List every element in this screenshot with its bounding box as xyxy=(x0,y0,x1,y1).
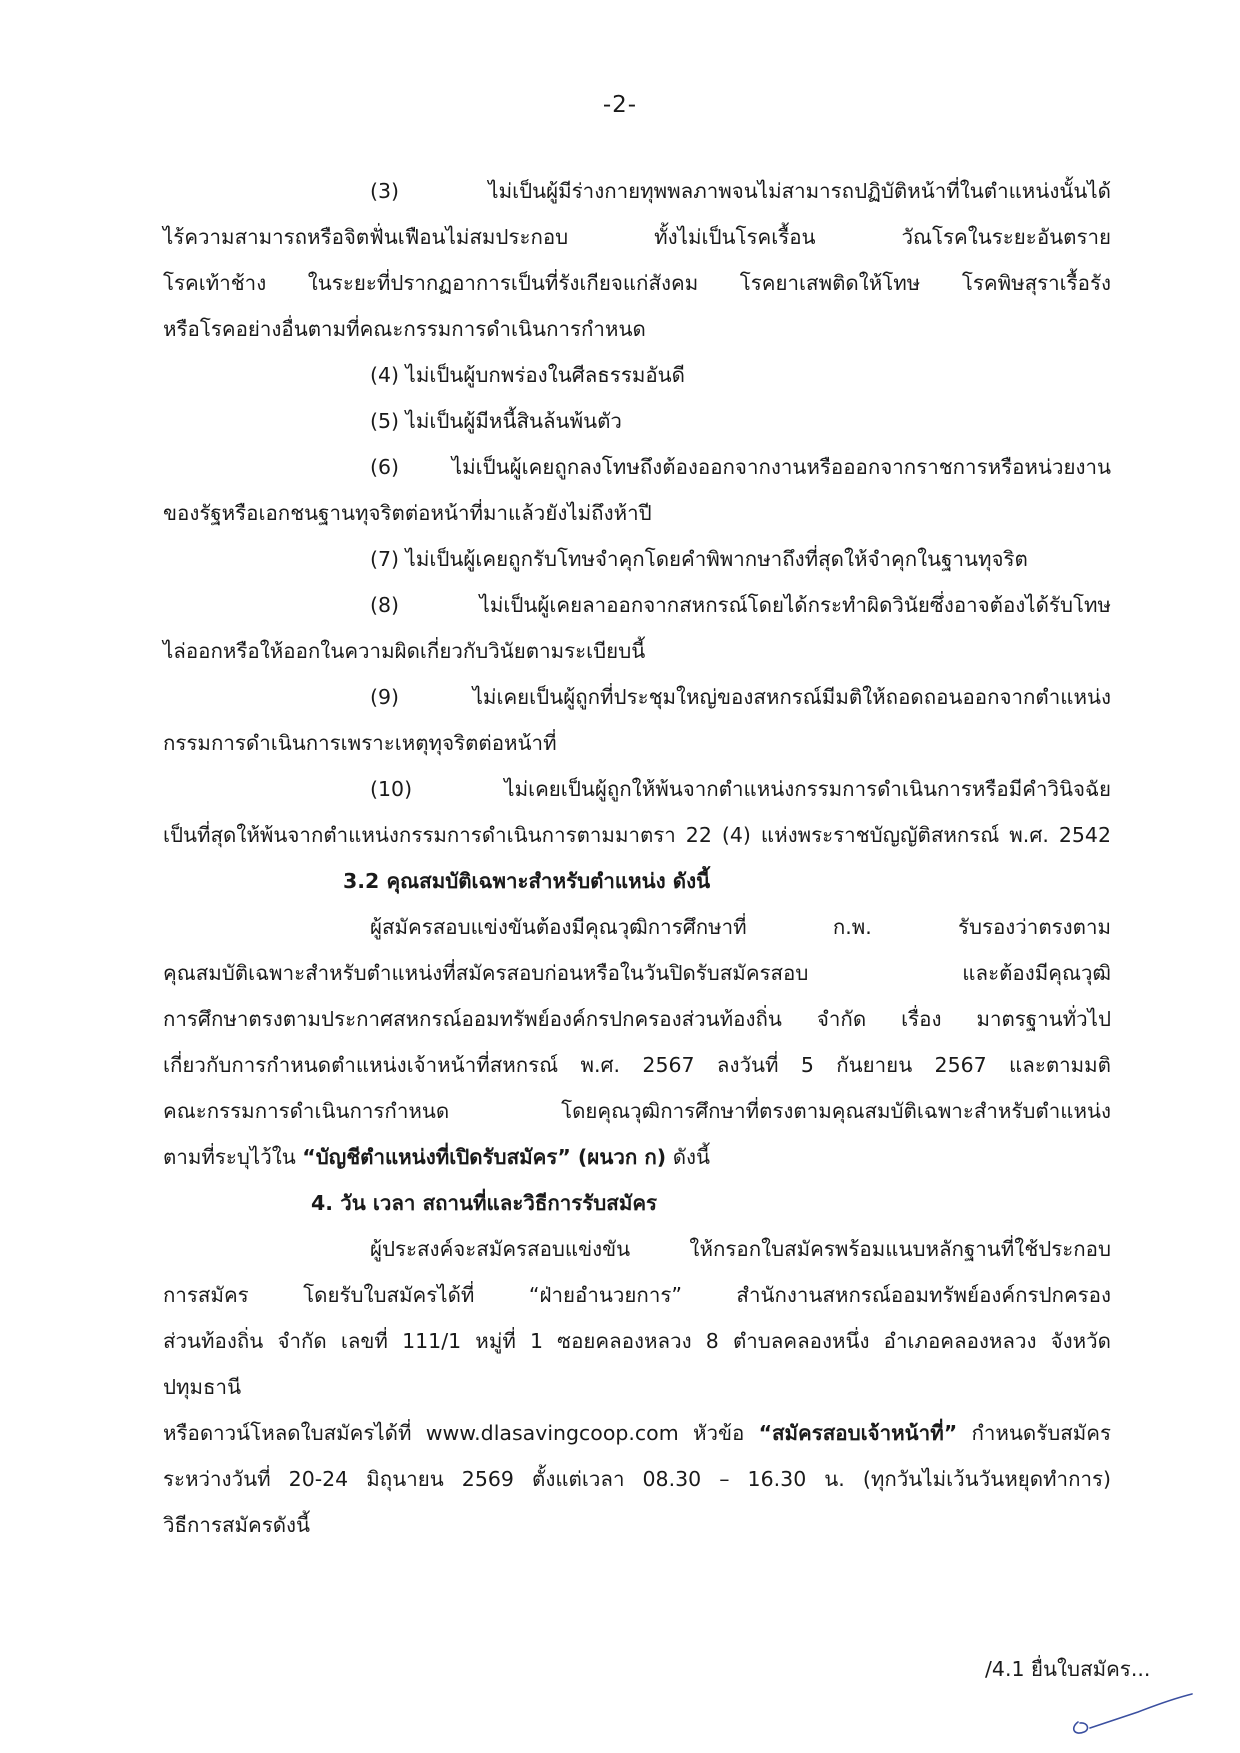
item-3-line-4: หรือโรคอย่างอื่นตามที่คณะกรรมการดำเนินการกำหนด xyxy=(163,317,646,341)
section-4-line-4-pre: หรือดาวน์โหลดใบสมัครได้ที่ www.dlasavingcoop.com หัวข้อ xyxy=(163,1421,745,1445)
item-6-line-1: (6) ไม่เป็นผู้เคยถูกลงโทษถึงต้องออกจากงานหรือออกจากราชการหรือหน่วยงาน xyxy=(370,455,1111,479)
item-8-line-2: ไล่ออกหรือให้ออกในความผิดเกี่ยวกับวินัยตามระเบียบนี้ xyxy=(163,639,646,663)
section-4-line-1: ผู้ประสงค์จะสมัครสอบแข่งขัน ให้กรอกใบสมัครพร้อมแนบหลักฐานที่ใช้ประกอบ xyxy=(370,1237,1111,1261)
item-10-line-1: (10) ไม่เคยเป็นผู้ถูกให้พ้นจากตำแหน่งกรรมการดำเนินการหรือมีคำวินิจฉัย xyxy=(370,777,1111,801)
section-3-2-line-6 xyxy=(163,1134,1111,1180)
section-3-2-heading: 3.2 คุณสมบัติเฉพาะสำหรับตำแหน่ง ดังนี้ xyxy=(343,869,711,893)
item-4: (4) ไม่เป็นผู้บกพร่องในศีลธรรมอันดี xyxy=(370,363,685,387)
section-3-2-line-1: ผู้สมัครสอบแข่งขันต้องมีคุณวุฒิการศึกษาที่ ก.พ. รับรองว่าตรงตาม xyxy=(370,915,1111,939)
item-3-line-1: (3) ไม่เป็นผู้มีร่างกายทุพพลภาพจนไม่สามารถปฏิบัติหน้าที่ในตำแหน่งนั้นได้ xyxy=(370,179,1111,203)
section-3-2-line-6-post: ดังนี้ xyxy=(672,1145,711,1169)
section-4-line-6: วิธีการสมัครดังนี้ xyxy=(163,1513,311,1537)
section-3-2-line-4: เกี่ยวกับการกำหนดตำแหน่งเจ้าหน้าที่สหกรณ์ พ.ศ. 2567 ลงวันที่ 5 กันยายน 2567 และตามมติ xyxy=(163,1053,1111,1077)
topic-reference: “สมัครสอบเจ้าหน้าที่” xyxy=(758,1421,958,1445)
section-4-line-4-post: กำหนดรับสมัคร xyxy=(971,1421,1111,1445)
item-9-line-1: (9) ไม่เคยเป็นผู้ถูกที่ประชุมใหญ่ของสหกรณ์มีมติให้ถอดถอนออกจากตำแหน่ง xyxy=(370,685,1111,709)
item-3-line-3: โรคเท้าช้าง ในระยะที่ปรากฏอาการเป็นที่รังเกียจแก่สังคม โรคยาเสพติดให้โทษ โรคพิษสุราเรื้อรัง xyxy=(163,271,1111,295)
item-7: (7) ไม่เป็นผู้เคยถูกรับโทษจำคุกโดยคำพิพากษาถึงที่สุดให้จำคุกในฐานทุจริต xyxy=(370,547,1028,571)
section-4-line-5: ระหว่างวันที่ 20-24 มิถุนายน 2569 ตั้งแต่เวลา 08.30 – 16.30 น. (ทุกวันไม่เว้นวันหยุดทำการ) xyxy=(163,1467,1111,1491)
item-8-line-1: (8) ไม่เป็นผู้เคยลาออกจากสหกรณ์โดยได้กระทำผิดวินัยซึ่งอาจต้องได้รับโทษ xyxy=(370,593,1111,617)
section-3-2-line-6-pre: ตามที่ระบุไว้ใน xyxy=(163,1145,296,1169)
section-3-2-line-5: คณะกรรมการดำเนินการกำหนด โดยคุณวุฒิการศึกษาที่ตรงตามคุณสมบัติเฉพาะสำหรับตำแหน่ง xyxy=(163,1099,1111,1123)
section-4-line-4 xyxy=(163,1410,1111,1456)
signature-mark xyxy=(1060,1692,1200,1742)
page-number: -2- xyxy=(602,92,638,118)
section-3-2-line-2: คุณสมบัติเฉพาะสำหรับตำแหน่งที่สมัครสอบก่อนหรือในวันปิดรับสมัครสอบ และต้องมีคุณวุฒิ xyxy=(163,961,1111,985)
section-3-2-line-3: การศึกษาตรงตามประกาศสหกรณ์ออมทรัพย์องค์กรปกครองส่วนท้องถิ่น จำกัด เรื่อง มาตรฐานทั่วไป xyxy=(163,1007,1111,1031)
item-9-line-2: กรรมการดำเนินการเพราะเหตุทุจริตต่อหน้าที่ xyxy=(163,731,557,755)
item-3-line-2: ไร้ความสามารถหรือจิตฟั่นเฟือนไม่สมประกอบ ทั้งไม่เป็นโรคเรื้อน วัณโรคในระยะอันตราย xyxy=(163,225,1111,249)
section-4-line-2: การสมัคร โดยรับใบสมัครได้ที่ “ฝ่ายอำนวยการ” สำนักงานสหกรณ์ออมทรัพย์องค์กรปกครอง xyxy=(163,1283,1111,1307)
document-body xyxy=(163,168,1111,1548)
item-10-line-2: เป็นที่สุดให้พ้นจากตำแหน่งกรรมการดำเนินการตามมาตรา 22 (4) แห่งพระราชบัญญัติสหกรณ์ พ.ศ. 2542 xyxy=(163,823,1111,847)
continuation-note: /4.1 ยื่นใบสมัคร... xyxy=(985,1657,1151,1681)
item-5: (5) ไม่เป็นผู้มีหนี้สินล้นพ้นตัว xyxy=(370,409,622,433)
appendix-reference: “บัญชีตำแหน่งที่เปิดรับสมัคร” (ผนวก ก) xyxy=(302,1145,667,1169)
section-4-line-3: ส่วนท้องถิ่น จำกัด เลขที่ 111/1 หมู่ที่ 1 ซอยคลองหลวง 8 ตำบลคลองหนึ่ง อำเภอคลองหลวง จังหวัดปทุมธานี xyxy=(163,1329,1111,1399)
item-6-line-2: ของรัฐหรือเอกชนฐานทุจริตต่อหน้าที่มาแล้วยังไม่ถึงห้าปี xyxy=(163,501,652,525)
section-4-heading: 4. วัน เวลา สถานที่และวิธีการรับสมัคร xyxy=(311,1191,658,1215)
